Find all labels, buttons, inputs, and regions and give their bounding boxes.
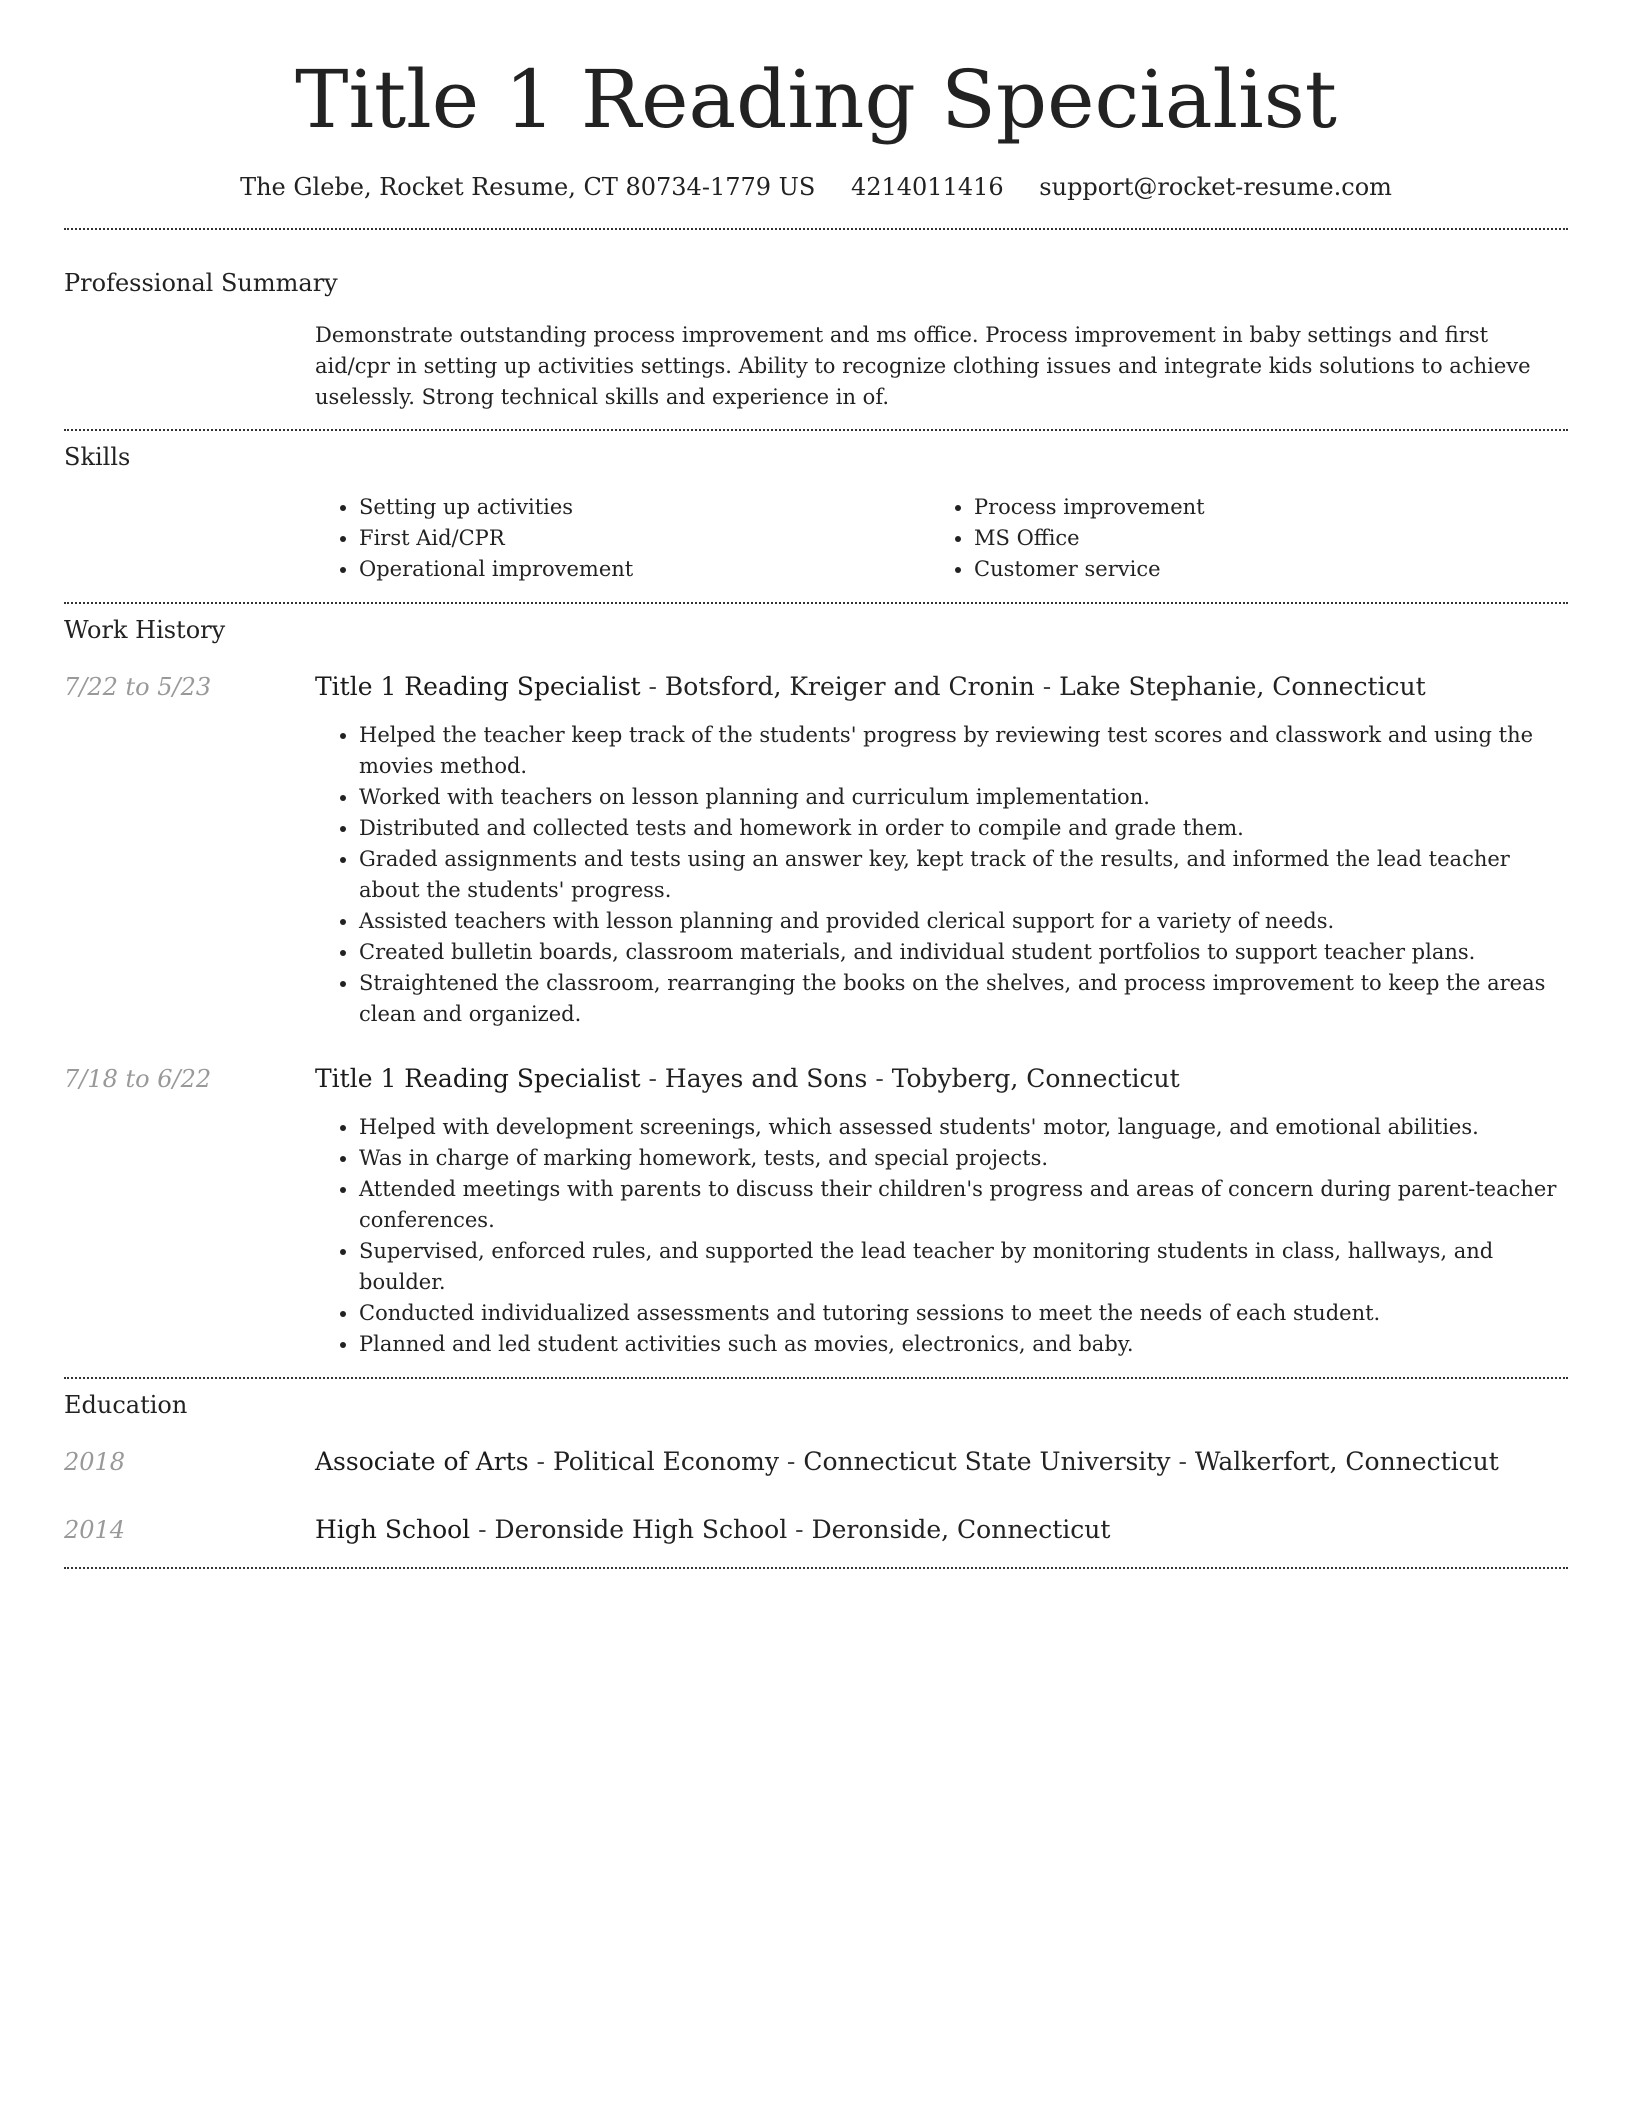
divider [64, 1377, 1568, 1379]
heading-separator: - [640, 672, 665, 701]
skills-heading: Skills [64, 443, 131, 471]
list-item: • Distributed and collected tests and homework in order to compile and grade them. [359, 813, 1568, 844]
education-heading-line [315, 1447, 1568, 1477]
skill-item: • Setting up activities [359, 492, 930, 523]
list-item: • Helped with development screenings, which assessed students' motor, language, and emotional abilities. [359, 1112, 1568, 1143]
education-date: 2014 [64, 1516, 126, 1544]
contact-address: The Glebe, Rocket Resume, CT 80734-1779 US [240, 173, 816, 201]
education-section [64, 1390, 1568, 1545]
job-location: Tobyberg, Connecticut [891, 1064, 1180, 1093]
skill-item: • First Aid/CPR [359, 523, 930, 554]
divider [64, 429, 1568, 431]
job-entry [64, 672, 1568, 1030]
education-entry [64, 1515, 1568, 1545]
divider [64, 602, 1568, 604]
skills-grid [315, 492, 1568, 585]
education-location: Walkerfort, Connecticut [1194, 1447, 1499, 1476]
job-entry [64, 1064, 1568, 1360]
job-heading [315, 672, 1568, 702]
contact-line [64, 172, 1568, 202]
heading-separator: - [1170, 1447, 1195, 1476]
skill-item: • Customer service [974, 554, 1545, 585]
heading-separator: - [640, 1064, 665, 1093]
heading-separator: - [470, 1515, 495, 1544]
list-item: • Worked with teachers on lesson planning and curriculum implementation. [359, 782, 1568, 813]
list-item: • Graded assignments and tests using an answer key, kept track of the results, and informed the lead teacher about the students' progress. [359, 844, 1568, 906]
skills-list-left [315, 492, 930, 585]
contact-phone: 4214011416 [850, 173, 1004, 201]
summary-text: Demonstrate outstanding process improvement and ms office. Process improvement in baby settings and first aid/cpr in setting up activities settings. Ability to recognize clothing issues and integrate kids solutions to achieve uselessly. Strong technical skills and experience in of. [315, 323, 1531, 409]
job-heading [315, 1064, 1568, 1094]
heading-separator: - [778, 1447, 804, 1476]
job-date: 7/22 to 5/23 [64, 673, 212, 701]
summary-heading: Professional Summary [64, 269, 338, 297]
skills-list-right [930, 492, 1545, 585]
job-location: Lake Stephanie, Connecticut [1059, 672, 1426, 701]
list-item: • Straightened the classroom, rearranging the books on the shelves, and process improvement to keep the areas clean and organized. [359, 968, 1568, 1030]
work-section [64, 615, 1568, 1360]
heading-separator: - [528, 1447, 553, 1476]
list-item: • Was in charge of marking homework, tests, and special projects. [359, 1143, 1568, 1174]
education-heading-line [315, 1515, 1568, 1545]
work-heading: Work History [64, 616, 226, 644]
list-item: • Created bulletin boards, classroom materials, and individual student portfolios to support teacher plans. [359, 937, 1568, 968]
list-item: • Planned and led student activities such as movies, electronics, and baby. [359, 1329, 1568, 1360]
education-school: Deronside High School [494, 1515, 788, 1544]
job-bullets [315, 720, 1568, 1030]
job-title: Title 1 Reading Specialist [315, 1064, 641, 1093]
list-item: • Attended meetings with parents to discuss their children's progress and areas of concern during parent-teacher conferences. [359, 1174, 1568, 1236]
list-item: • Helped the teacher keep track of the students' progress by reviewing test scores and classwork and using the movies method. [359, 720, 1568, 782]
page-title: Title 1 Reading Specialist [295, 53, 1337, 146]
heading-separator: - [787, 1515, 812, 1544]
job-date: 7/18 to 6/22 [64, 1065, 212, 1093]
list-item: • Assisted teachers with lesson planning and provided clerical support for a variety of needs. [359, 906, 1568, 937]
education-school: Connecticut State University [803, 1447, 1171, 1476]
education-heading: Education [64, 1391, 188, 1419]
education-degree: High School [315, 1515, 471, 1544]
education-date: 2018 [64, 1448, 126, 1476]
contact-email: support@rocket-resume.com [1039, 173, 1392, 201]
skill-item: • Operational improvement [359, 554, 930, 585]
skill-item: • Process improvement [974, 492, 1545, 523]
education-field: Political Economy [552, 1447, 779, 1476]
job-title: Title 1 Reading Specialist [315, 672, 641, 701]
list-item: • Supervised, enforced rules, and supported the lead teacher by monitoring students in class, hallways, and boulder. [359, 1236, 1568, 1298]
skill-item: • MS Office [974, 523, 1545, 554]
skills-section [64, 442, 1568, 585]
job-company: Botsford, Kreiger and Cronin [664, 672, 1035, 701]
education-degree: Associate of Arts [315, 1447, 529, 1476]
education-entry [64, 1447, 1568, 1477]
divider [64, 1567, 1568, 1569]
resume-page [64, 0, 1568, 1569]
heading-separator: - [1034, 672, 1060, 701]
job-company: Hayes and Sons [664, 1064, 868, 1093]
heading-separator: - [867, 1064, 892, 1093]
summary-section [64, 268, 1568, 413]
education-location: Deronside, Connecticut [811, 1515, 1111, 1544]
job-bullets [315, 1112, 1568, 1360]
divider [64, 228, 1568, 230]
list-item: • Conducted individualized assessments and tutoring sessions to meet the needs of each student. [359, 1298, 1568, 1329]
